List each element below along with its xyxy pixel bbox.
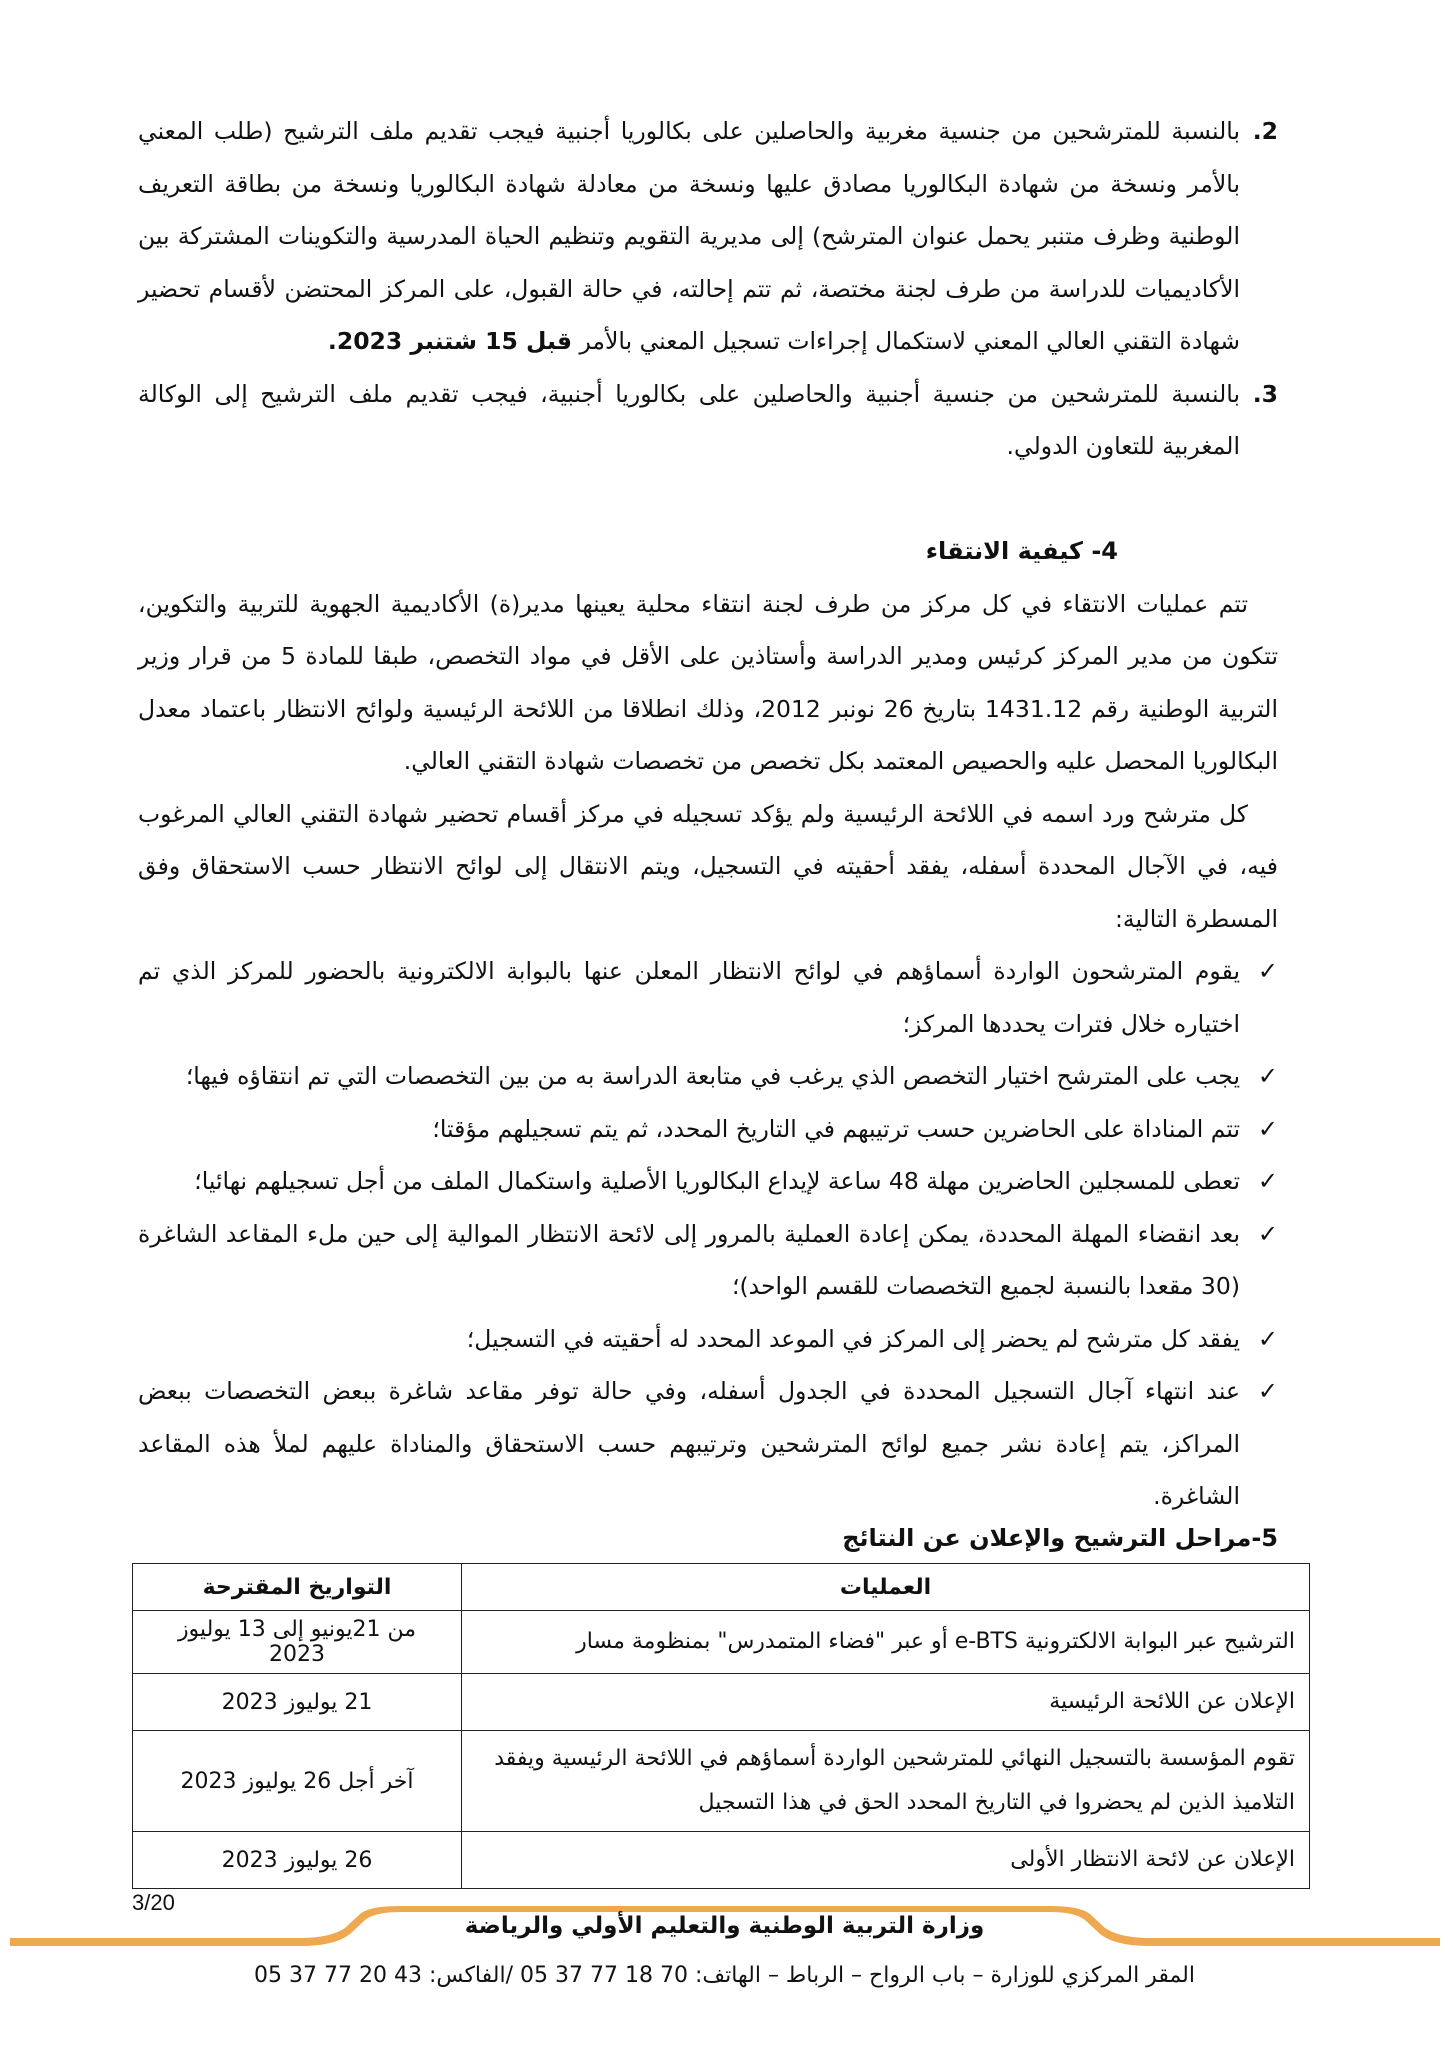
list-item: ✓ يقوم المترشحون الواردة أسماؤهم في لوائح الانتظار المعلن عنها بالبوابة الالكترونية بالحضور للمركز الذي تم اختياره خلال فترات يحددها المركز؛ [138,945,1278,1050]
list-item: ✓ بعد انقضاء المهلة المحددة، يمكن إعادة العملية بالمرور إلى لائحة الانتظار الموالية إلى حين ملء المقاعد الشاغرة (30 مقعدا بالنسبة لجميع التخصصات للقسم الواحد)؛ [138,1208,1278,1313]
check-icon: ✓ [1257,1114,1278,1143]
candidacy-item-2-text: بالنسبة للمترشحين من جنسية مغربية والحاصلين على بكالوريا أجنبية فيجب تقديم ملف الترشيح (طلب المعني بالأمر ونسخة من شهادة البكالوريا مصادق عليها ونسخة من معادلة شهادة البكالوريا ونسخة من بطاقة التعريف الوطنية وظرف متنبر يحمل عنوان المترشح) إلى مديرية التقويم وتنظيم الحياة المدرسية والتكوينات المشتركة بين الأكاديميات للدراسة من طرف لجنة مختصة، ثم تتم إحالته، في حالة القبول، على المركز المحتضن لأقسام تحضير شهادة التقني العالي المعني لاستكمال إجراءات تسجيل المعني بالأمر [138,117,1240,355]
candidacy-item-3 [138,368,1278,473]
selection-steps-list [138,945,1278,1523]
list-item: ✓ تعطى للمسجلين الحاضرين مهلة 48 ساعة لإيداع البكالوريا الأصلية واستكمال الملف من أجل تسجيلهم نهائيا؛ [138,1155,1278,1208]
section-heading-selection: 4- كيفية الانتقاء [925,537,1118,565]
ministry-address: المقر المركزي للوزارة – باب الرواح – الرباط – الهاتف: 70 18 77 37 05 /الفاكس: 43 20 77 37 05 [254,1963,1195,1988]
operation-cell: الإعلان عن اللائحة الرئيسية [462,1674,1310,1731]
list-item: ✓ عند انتهاء آجال التسجيل المحددة في الجدول أسفله، وفي حالة توفر مقاعد شاغرة ببعض التخصصات ببعض المراكز، يتم إعادة نشر جميع لوائح المترشحين وترتيبهم حسب الاستحقاق والمناداة عليهم لملأ هذه المقاعد الشاغرة. [138,1365,1278,1523]
list-item: ✓ تتم المناداة على الحاضرين حسب ترتيبهم في التاريخ المحدد، ثم يتم تسجيلهم مؤقتا؛ [138,1103,1278,1156]
list-item: ✓ يجب على المترشح اختيار التخصص الذي يرغب في متابعة الدراسة به من بين التخصصات التي تم انتقاؤه فيها؛ [138,1050,1278,1103]
column-header-dates: التواريخ المقترحة [133,1564,462,1611]
candidacy-items [138,105,1278,473]
column-header-operations: العمليات [462,1564,1310,1611]
ministry-name: وزارة التربية الوطنية والتعليم الأولي والرياضة [464,1913,985,1939]
check-icon: ✓ [1257,1062,1278,1090]
date-cell: 26 يوليوز 2023 [133,1832,462,1889]
candidacy-item-2 [138,105,1278,368]
item-number: 3. [1252,379,1278,408]
check-icon: ✓ [1257,1167,1278,1195]
date-cell: آخر أجل 26 يوليوز 2023 [133,1731,462,1832]
table-row [133,1731,1310,1832]
candidacy-item-3-text: بالنسبة للمترشحين من جنسية أجنبية والحاصلين على بكالوريا أجنبية، فيجب تقديم ملف الترشيح إلى الوكالة المغربية للتعاون الدولي. [138,379,1240,460]
check-icon: ✓ [1257,1324,1278,1353]
date-cell: من 21يونيو إلى 13 يوليوز 2023 [133,1611,462,1674]
check-icon: ✓ [1257,957,1278,985]
candidacy-deadline: قبل 15 شتنبر 2023. [327,327,572,355]
schedule-table [132,1563,1310,1889]
table-header-row [133,1564,1310,1611]
section-heading-schedule: 5-مراحل الترشيح والإعلان عن النتائج [842,1524,1278,1552]
selection-paragraph-2: كل مترشح ورد اسمه في اللائحة الرئيسية ولم يؤكد تسجيله في مركز أقسام تحضير شهادة التقني العالي المرغوب فيه، في الآجال المحددة أسفله، يفقد أحقيته في التسجيل، ويتم الانتقال إلى لوائح الانتظار حسب الاستحقاق وفق المسطرة التالية: [138,799,1278,933]
item-number: 2. [1252,117,1278,145]
table-row [133,1832,1310,1889]
check-icon: ✓ [1257,1377,1278,1405]
selection-section [138,525,1278,1523]
table-row [133,1674,1310,1731]
operation-cell: الترشيح عبر البوابة الالكترونية e-BTS أو عبر "فضاء المتمدرس" بمنظومة مسار [462,1611,1310,1674]
date-cell: 21 يوليوز 2023 [133,1674,462,1731]
list-item: ✓ يفقد كل مترشح لم يحضر إلى المركز في الموعد المحدد له أحقيته في التسجيل؛ [138,1313,1278,1366]
operation-cell: الإعلان عن لائحة الانتظار الأولى [462,1832,1310,1889]
operation-cell: تقوم المؤسسة بالتسجيل النهائي للمترشحين الواردة أسماؤهم في اللائحة الرئيسية ويفقد التلاميذ الذين لم يحضروا في التاريخ المحدد الحق في هذا التسجيل [462,1731,1310,1832]
selection-paragraph-1: تتم عمليات الانتقاء في كل مركز من طرف لجنة انتقاء محلية يعينها مدير(ة) الأكاديمية الجهوية للتربية والتكوين، تتكون من مدير المركز كرئيس ومدير الدراسة وأستاذين على الأقل في مواد التخصص، طبقا للمادة 5 من قرار وزير التربية الوطنية رقم 1431.12 بتاريخ 26 نونبر 2012، وذلك انطلاقا من اللائحة الرئيسية ولوائح الانتظار باعتماد معدل البكالوريا المحصل عليه والحصيص المعتمد بكل تخصص من تخصصات شهادة التقني العالي. [138,589,1278,775]
check-icon: ✓ [1257,1219,1278,1248]
table-row [133,1611,1310,1674]
page-number: 3/20 [132,1890,175,1915]
